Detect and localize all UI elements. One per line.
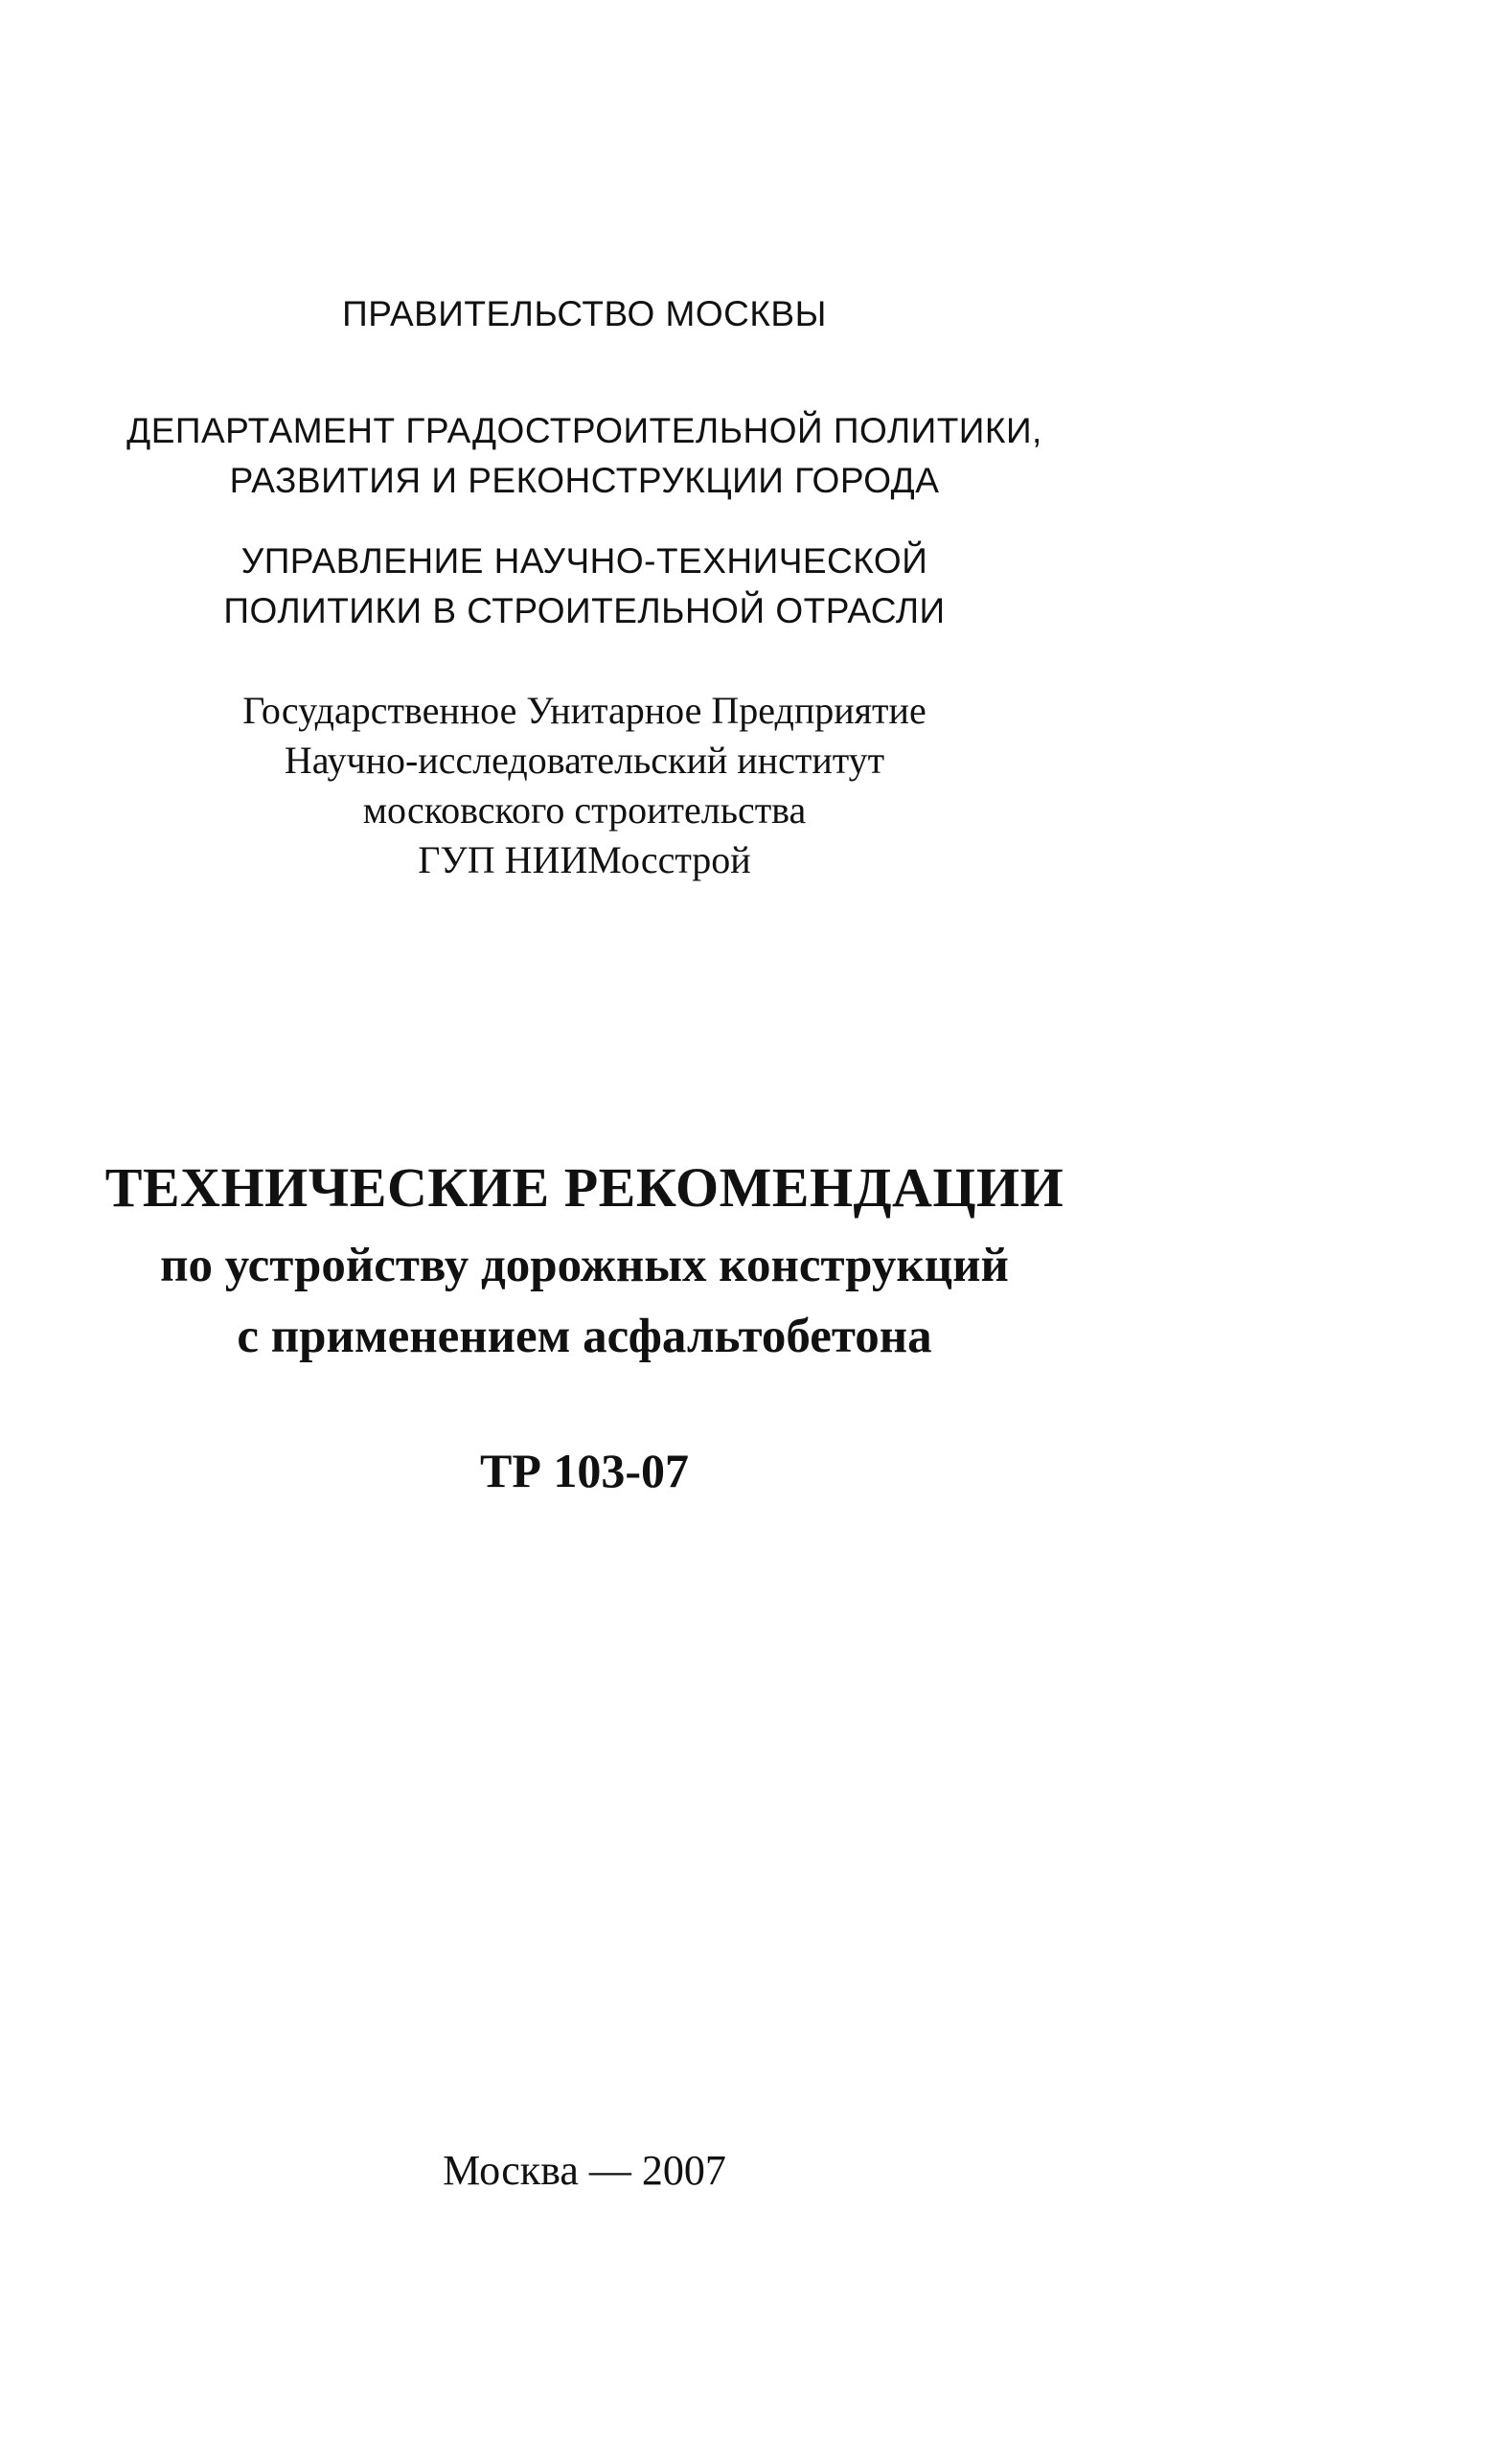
- document-subtitle-line-1: по устройству дорожных конструкций: [160, 1239, 1009, 1292]
- government-line: ПРАВИТЕЛЬСТВО МОСКВЫ: [342, 294, 827, 333]
- enterprise-line-3: московского строительства: [362, 788, 807, 832]
- document-title-main: ТЕХНИЧЕСКИЕ РЕКОМЕНДАЦИИ: [104, 1156, 1064, 1219]
- department-line-1: ДЕПАРТАМЕНТ ГРАДОСТРОИТЕЛЬНОЙ ПОЛИТИКИ,: [126, 411, 1042, 450]
- department-line-2: РАЗВИТИЯ И РЕКОНСТРУКЦИИ ГОРОДА: [229, 461, 940, 500]
- directorate-line-2: ПОЛИТИКИ В СТРОИТЕЛЬНОЙ ОТРАСЛИ: [223, 591, 946, 630]
- enterprise-heading: [0, 686, 1169, 885]
- enterprise-line-2: Научно-исследовательский институт: [284, 739, 885, 782]
- document-code-text: ТР 103-07: [479, 1444, 690, 1497]
- document-title: [0, 1150, 1169, 1226]
- place-year-text: Москва — 2007: [443, 2147, 726, 2194]
- enterprise-line-4: ГУП НИИМосстрой: [418, 838, 751, 881]
- directorate-line-1: УПРАВЛЕНИЕ НАУЧНО-ТЕХНИЧЕСКОЙ: [240, 541, 928, 581]
- government-heading: [0, 289, 1169, 339]
- enterprise-line-1: Государственное Унитарное Предприятие: [242, 689, 927, 732]
- document-code: [0, 1437, 1169, 1504]
- document-subtitle-line-2: с применением асфальтобетона: [237, 1310, 932, 1363]
- department-heading: [0, 406, 1169, 506]
- directorate-heading: [0, 536, 1169, 636]
- document-subtitle: [0, 1230, 1169, 1372]
- place-year: [0, 2142, 1169, 2200]
